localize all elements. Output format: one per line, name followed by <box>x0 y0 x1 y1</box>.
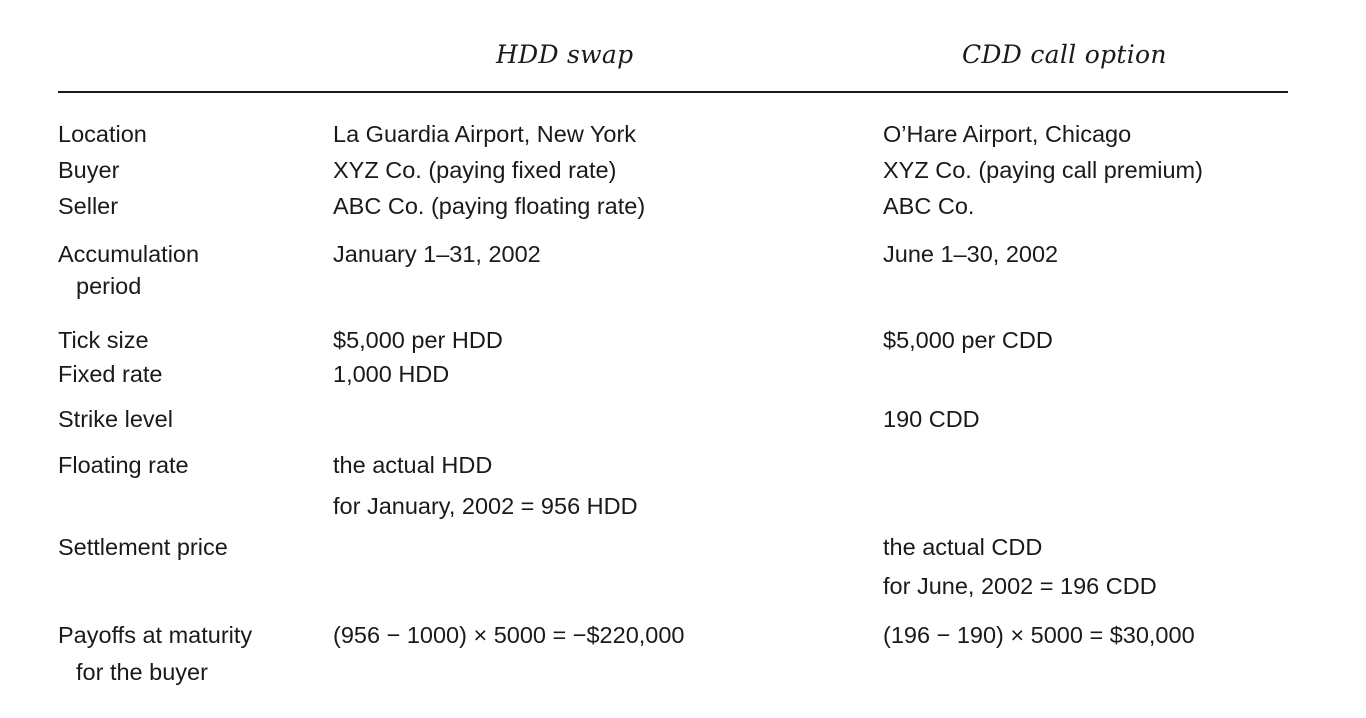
hdd-accumulation-value: January 1–31, 2002 <box>333 241 541 267</box>
column-header-cdd-call-option: CDD call option <box>962 40 1167 69</box>
row-label-location: Location <box>58 121 147 147</box>
hdd-fixed-rate-value: 1,000 HDD <box>333 361 450 387</box>
hdd-payoff-value: (956 − 1000) × 5000 = −$220,000 <box>333 622 685 648</box>
row-label-strike-level: Strike level <box>58 406 173 432</box>
row-label-accumulation-period: Accumulation period <box>58 241 200 299</box>
cdd-tick-size-value: $5,000 per CDD <box>883 327 1053 353</box>
cdd-payoff-value: (196 − 190) × 5000 = $30,000 <box>883 622 1195 648</box>
row-label-settlement-price: Settlement price <box>58 534 228 560</box>
row-label-floating-rate: Floating rate <box>58 452 189 478</box>
cdd-location-value: O’Hare Airport, Chicago <box>883 121 1132 147</box>
row-label-fixed-rate: Fixed rate <box>58 361 163 387</box>
cdd-settlement-price-value: the actual CDD for June, 2002 = 196 CDD <box>883 534 1157 599</box>
hdd-buyer-value: XYZ Co. (paying fixed rate) <box>333 157 617 183</box>
header-rule <box>58 91 1288 93</box>
row-label-tick-size: Tick size <box>58 327 149 353</box>
cdd-buyer-value: XYZ Co. (paying call premium) <box>883 157 1203 183</box>
cdd-strike-level-value: 190 CDD <box>883 406 980 432</box>
cdd-seller-value: ABC Co. <box>883 193 975 219</box>
row-label-buyer: Buyer <box>58 157 120 183</box>
hdd-seller-value: ABC Co. (paying floating rate) <box>333 193 646 219</box>
column-header-hdd-swap: HDD swap <box>496 40 634 69</box>
hdd-tick-size-value: $5,000 per HDD <box>333 327 503 353</box>
row-label-payoffs: Payoffs at maturity for the buyer <box>58 622 253 685</box>
cdd-accumulation-value: June 1–30, 2002 <box>883 241 1059 267</box>
hdd-location-value: La Guardia Airport, New York <box>333 121 637 147</box>
row-label-seller: Seller <box>58 193 119 219</box>
hdd-floating-rate-value: the actual HDD for January, 2002 = 956 HDD <box>333 452 638 519</box>
